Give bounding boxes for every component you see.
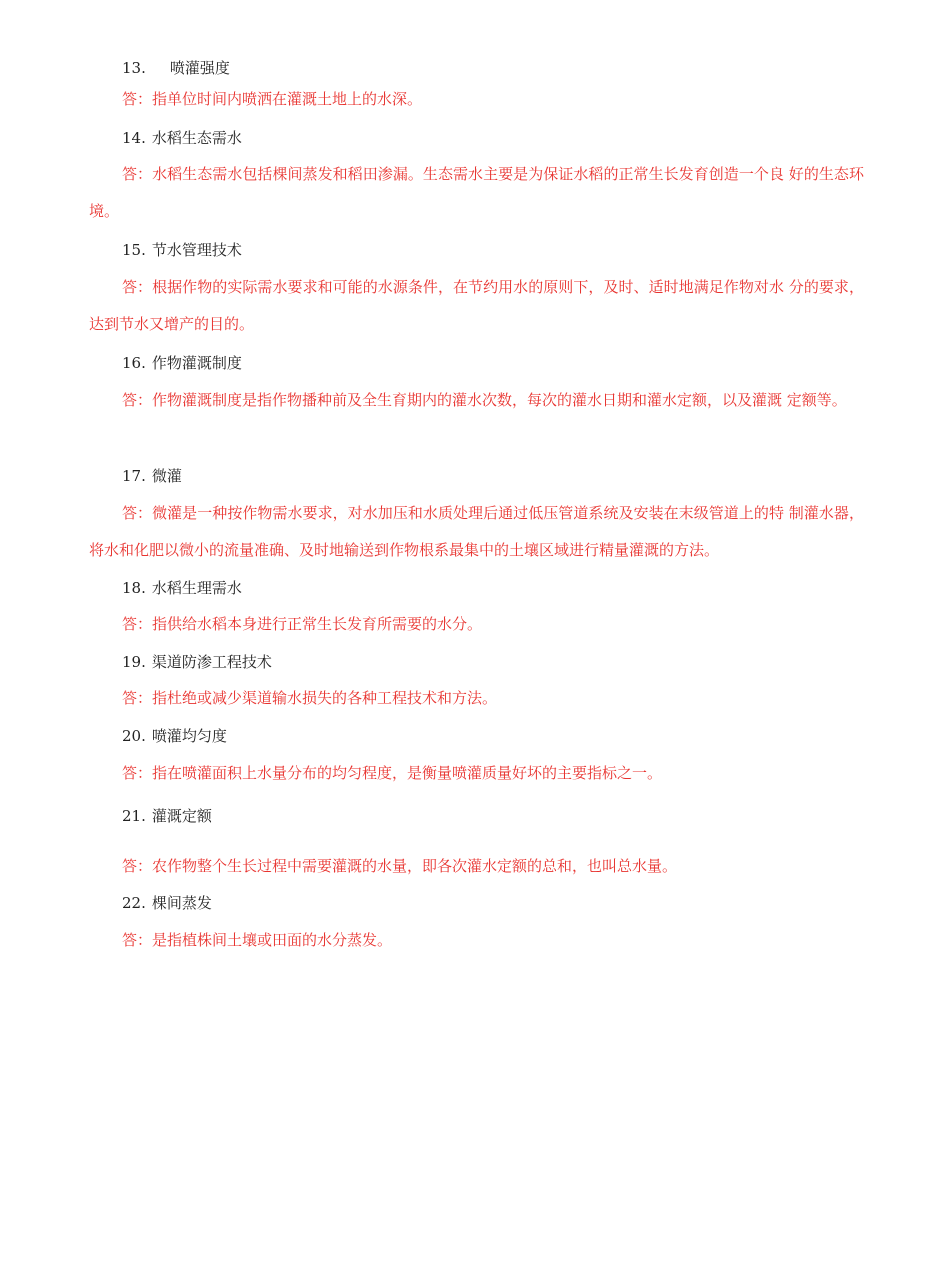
answer-label: 答：	[122, 615, 153, 633]
answer-text: 作物灌溉制度是指作物播种前及全生育期内的灌水次数，每次的灌水日期和灌水定额，以及灌溉 定额等。	[152, 391, 847, 409]
answer-text: 指在喷灌面积上水量分布的均匀程度，是衡量喷灌质量好坏的主要指标之一。	[152, 764, 663, 782]
term-title: 渠道防渗工程技术	[151, 653, 272, 671]
term-title: 喷灌均匀度	[151, 727, 227, 745]
term-14	[122, 128, 242, 148]
term-17	[122, 466, 182, 486]
term-number: 22.	[122, 894, 146, 912]
answer-text: 农作物整个生长过程中需要灌溉的水量，即各次灌水定额的总和，也叫总水量。	[152, 857, 678, 875]
term-title: 喷灌强度	[169, 59, 230, 77]
term-title: 水稻生态需水	[151, 129, 242, 147]
term-title: 作物灌溉制度	[151, 354, 242, 372]
term-number: 18.	[122, 579, 146, 597]
answer-15	[89, 269, 864, 343]
answer-13	[89, 81, 864, 118]
answer-label: 答：	[122, 857, 153, 875]
answer-text: 水稻生态需水包括棵间蒸发和稻田渗漏。生态需水主要是为保证水稻的正常生长发育创造一个良 好的生态环境。	[89, 165, 864, 220]
term-number: 13.	[122, 59, 146, 77]
answer-text: 指供给水稻本身进行正常生长发育所需要的水分。	[152, 615, 483, 633]
term-title: 灌溉定额	[151, 807, 212, 825]
term-18	[122, 578, 242, 598]
term-number: 19.	[122, 653, 146, 671]
term-number: 14.	[122, 129, 146, 147]
answer-label: 答：	[122, 165, 153, 183]
term-15	[122, 240, 242, 260]
term-title: 水稻生理需水	[151, 579, 242, 597]
term-title: 微灌	[151, 467, 182, 485]
term-19	[122, 652, 272, 672]
term-number: 15.	[122, 241, 146, 259]
term-22	[122, 893, 212, 913]
answer-text: 根据作物的实际需水要求和可能的水源条件，在节约用水的原则下，及时、适时地满足作物对水 分的要求，达到节水又增产的目的。	[89, 278, 864, 333]
term-number: 21.	[122, 807, 146, 825]
answer-text: 指杜绝或减少渠道输水损失的各种工程技术和方法。	[152, 689, 498, 707]
term-title: 节水管理技术	[151, 241, 242, 259]
answer-20	[89, 755, 864, 792]
term-16	[122, 353, 242, 373]
term-13	[122, 58, 230, 78]
answer-label: 答：	[122, 931, 153, 949]
answer-label: 答：	[122, 764, 153, 782]
term-20	[122, 726, 227, 746]
answer-16	[89, 382, 864, 419]
answer-text: 微灌是一种按作物需水要求，对水加压和水质处理后通过低压管道系统及安装在末级管道上的特 制灌水器，将水和化肥以微小的流量准确、及时地输送到作物根系最集中的土壤区域进行精量灌溉的方法。	[89, 504, 864, 559]
answer-label: 答：	[122, 504, 153, 522]
answer-text: 是指植株间土壤或田面的水分蒸发。	[152, 931, 393, 949]
term-number: 17.	[122, 467, 146, 485]
answer-18	[89, 606, 864, 643]
answer-21	[89, 848, 864, 885]
term-number: 20.	[122, 727, 146, 745]
answer-19	[89, 680, 864, 717]
term-number: 16.	[122, 354, 146, 372]
answer-label: 答：	[122, 278, 153, 296]
term-title: 棵间蒸发	[151, 894, 212, 912]
answer-label: 答：	[122, 391, 153, 409]
answer-14	[89, 156, 864, 230]
answer-label: 答：	[122, 90, 153, 108]
answer-17	[89, 495, 864, 569]
term-21	[122, 806, 212, 826]
answer-text: 指单位时间内喷洒在灌溉土地上的水深。	[152, 90, 423, 108]
answer-label: 答：	[122, 689, 153, 707]
answer-22	[89, 922, 864, 959]
